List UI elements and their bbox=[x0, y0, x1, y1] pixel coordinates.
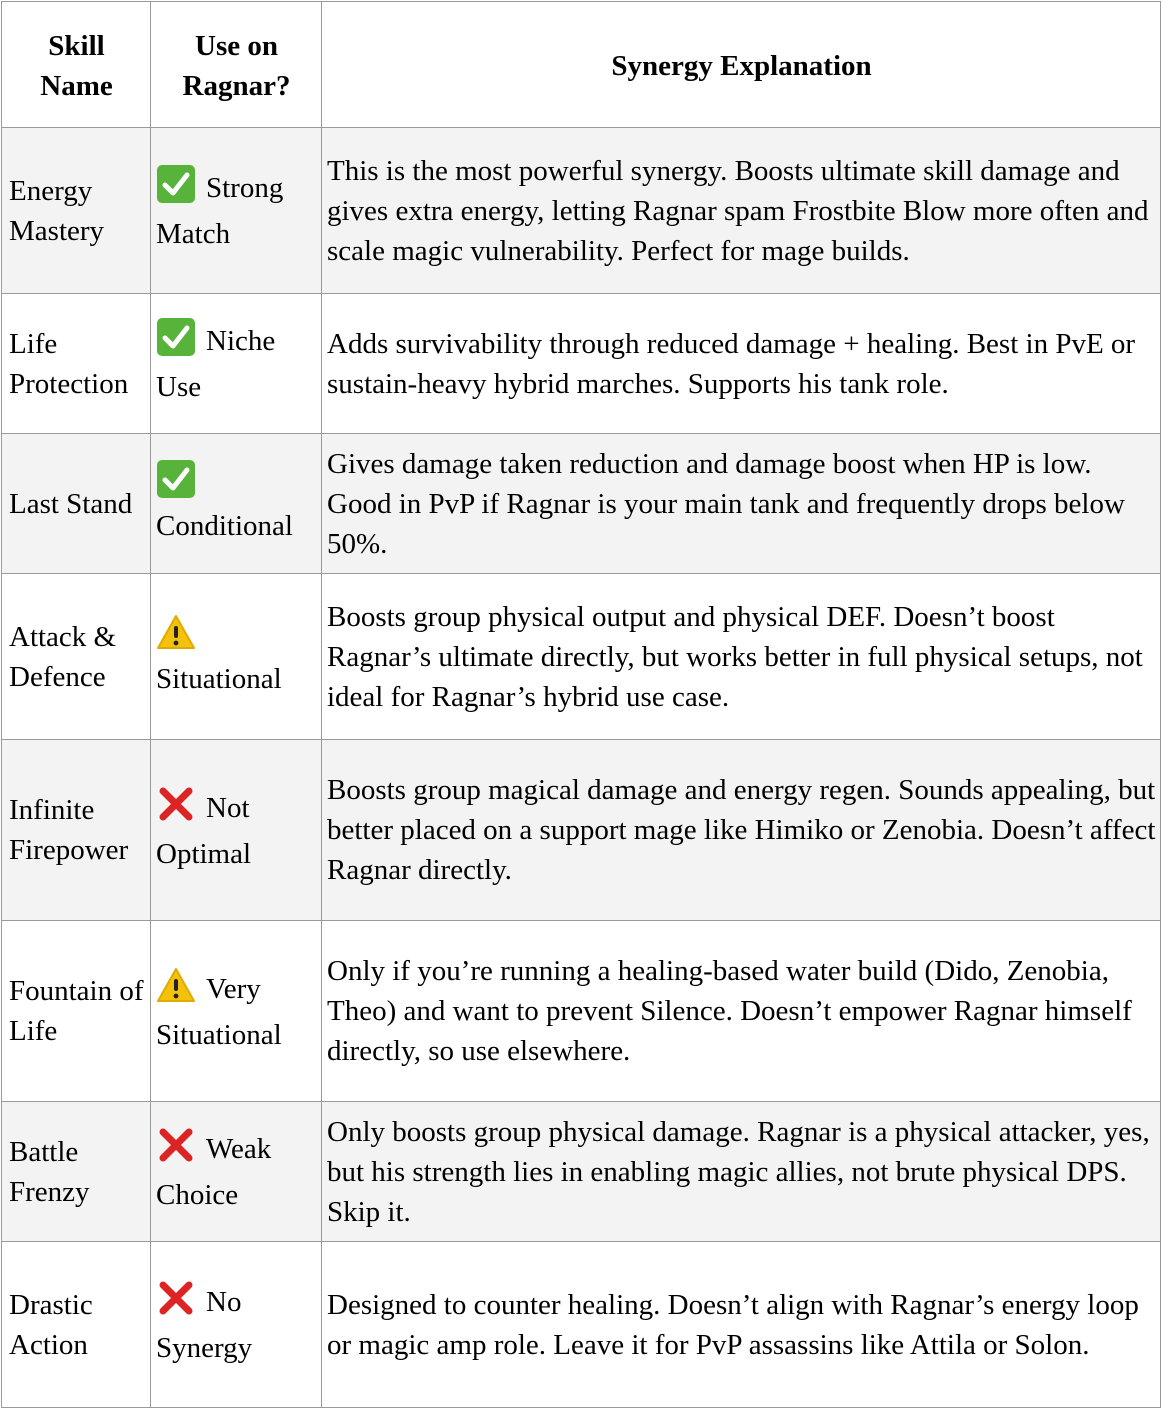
check-icon bbox=[156, 459, 196, 499]
skill-name-cell: Fountain of Life bbox=[2, 921, 151, 1102]
table-row bbox=[2, 574, 1161, 740]
table-row bbox=[2, 1242, 1161, 1408]
synergy-explanation-cell: Only if you’re running a healing-based water build (Dido, Zenobia, Theo) and want to prevent Silence. Doesn’t empower Ragnar himself directly, so use elsewhere. bbox=[322, 921, 1161, 1102]
check-icon bbox=[156, 317, 196, 357]
check-icon bbox=[156, 164, 196, 204]
cross-icon bbox=[156, 1278, 196, 1318]
synergy-explanation-cell: Designed to counter healing. Doesn’t align with Ragnar’s energy loop or magic amp role. Leave it for PvP assassins like Attila or Solon. bbox=[322, 1242, 1161, 1408]
header-use-on-ragnar: Use on Ragnar? bbox=[151, 2, 322, 128]
synergy-explanation-cell: Boosts group physical output and physical DEF. Doesn’t boost Ragnar’s ultimate directly, but works better in full physical setups, not ideal for Ragnar’s hybrid use case. bbox=[322, 574, 1161, 740]
status-cell bbox=[151, 1102, 322, 1242]
synergy-explanation-cell: This is the most powerful synergy. Boosts ultimate skill damage and gives extra energy, letting Ragnar spam Frostbite Blow more often and scale magic vulnerability. Perfect for mage builds. bbox=[322, 128, 1161, 294]
header-row bbox=[2, 2, 1161, 128]
status-cell bbox=[151, 1242, 322, 1408]
header-skill-name: Skill Name bbox=[2, 2, 151, 128]
status-cell bbox=[151, 574, 322, 740]
status-label: Conditional bbox=[156, 509, 293, 542]
status-cell bbox=[151, 294, 322, 434]
cross-icon bbox=[156, 784, 196, 824]
status-label: Very Situational bbox=[156, 972, 282, 1051]
table-row bbox=[2, 294, 1161, 434]
skill-name-cell: Last Stand bbox=[2, 434, 151, 574]
synergy-explanation-cell: Adds survivability through reduced damage + healing. Best in PvE or sustain-heavy hybrid marches. Supports his tank role. bbox=[322, 294, 1161, 434]
synergy-explanation-cell: Boosts group magical damage and energy regen. Sounds appealing, but better placed on a support mage like Himiko or Zenobia. Doesn’t affect Ragnar directly. bbox=[322, 740, 1161, 921]
status-cell bbox=[151, 128, 322, 294]
skill-name-cell: Energy Mastery bbox=[2, 128, 151, 294]
status-cell bbox=[151, 921, 322, 1102]
status-cell bbox=[151, 740, 322, 921]
warning-icon bbox=[156, 965, 196, 1005]
table-row bbox=[2, 128, 1161, 294]
status-label: Niche Use bbox=[156, 325, 276, 403]
synergy-explanation-cell: Only boosts group physical damage. Ragnar is a physical attacker, yes, but his strength lies in enabling magic allies, not brute physical DPS. Skip it. bbox=[322, 1102, 1161, 1242]
warning-icon bbox=[156, 612, 196, 652]
status-label: Not Optimal bbox=[156, 791, 252, 870]
status-label: Strong Match bbox=[156, 172, 284, 250]
skill-name-cell: Battle Frenzy bbox=[2, 1102, 151, 1242]
status-label: Situational bbox=[156, 662, 282, 695]
header-synergy-explanation: Synergy Explanation bbox=[322, 2, 1161, 128]
skill-name-cell: Drastic Action bbox=[2, 1242, 151, 1408]
skill-name-cell: Infinite Firepower bbox=[2, 740, 151, 921]
table-row bbox=[2, 921, 1161, 1102]
status-cell bbox=[151, 434, 322, 574]
synergy-explanation-cell: Gives damage taken reduction and damage boost when HP is low. Good in PvP if Ragnar is your main tank and frequently drops below 50%. bbox=[322, 434, 1161, 574]
skill-name-cell: Attack & Defence bbox=[2, 574, 151, 740]
cross-icon bbox=[156, 1125, 196, 1165]
table-row bbox=[2, 1102, 1161, 1242]
skill-synergy-table bbox=[1, 1, 1161, 1408]
skill-name-cell: Life Protection bbox=[2, 294, 151, 434]
table-row bbox=[2, 434, 1161, 574]
table-row bbox=[2, 740, 1161, 921]
status-label: Weak Choice bbox=[156, 1133, 272, 1211]
status-label: No Synergy bbox=[156, 1286, 253, 1364]
